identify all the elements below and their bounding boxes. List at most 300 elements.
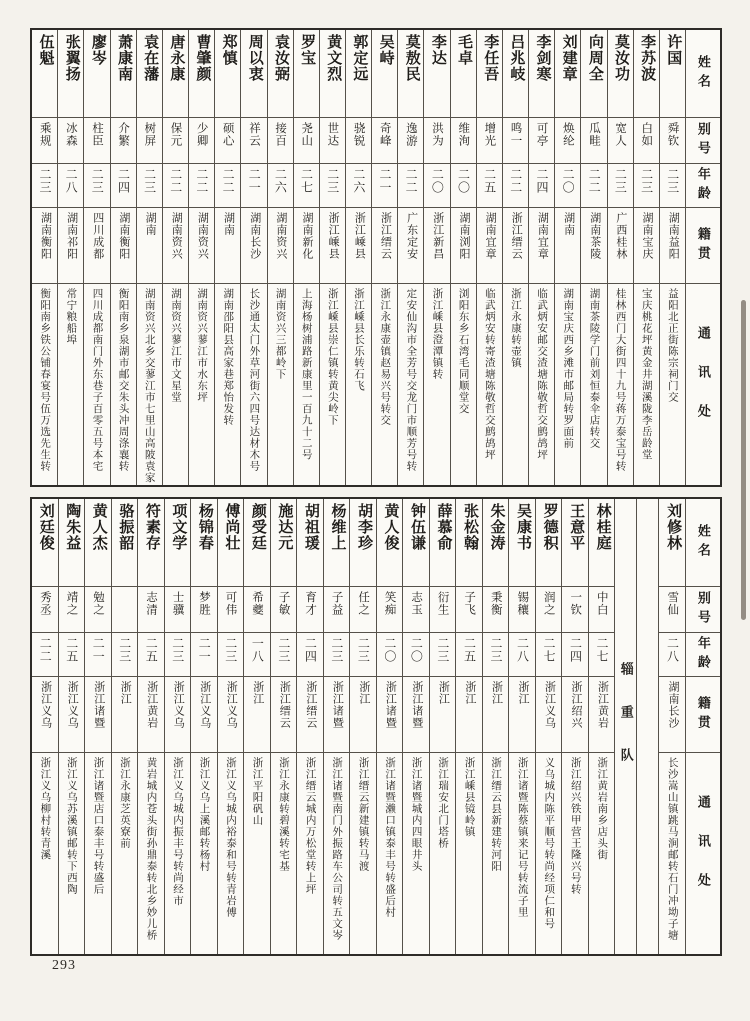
person-alias: 尧山	[294, 118, 319, 164]
person-alias: 勉之	[85, 587, 111, 633]
person-name: 黄文烈	[320, 30, 345, 118]
person-column	[111, 499, 138, 954]
section-divider-label: 辎重队	[618, 662, 634, 791]
person-origin: 湖南	[215, 208, 240, 284]
person-age: 二三	[634, 164, 659, 208]
person-name: 吴康书	[509, 499, 535, 587]
person-alias: 任之	[350, 587, 376, 633]
person-origin: 湖南资兴	[268, 208, 293, 284]
person-address: 浙江缙云县新建转河阳	[490, 757, 502, 872]
person-name: 符素存	[138, 499, 164, 587]
person-age: 二六	[268, 164, 293, 208]
person-age: 二二	[189, 164, 214, 208]
header-column	[685, 30, 720, 485]
person-alias: 骁锐	[346, 118, 371, 164]
person-column	[319, 30, 345, 485]
person-origin: 湖南资兴	[189, 208, 214, 284]
person-alias: 保元	[163, 118, 188, 164]
person-alias: 逸游	[398, 118, 423, 164]
person-address: 浙江义乌城内裕泰和号转青岩傅	[225, 757, 237, 918]
person-name: 项文学	[165, 499, 191, 587]
person-origin: 湖南宜章	[529, 208, 554, 284]
person-alias: 白如	[634, 118, 659, 164]
person-name: 袁在藩	[137, 30, 162, 118]
person-origin: 浙江义乌	[59, 677, 85, 753]
person-age: 二三	[608, 164, 633, 208]
person-column	[633, 30, 659, 485]
person-address: 益阳北正街陈宗祠门交	[666, 288, 678, 403]
person-name: 钟伍谦	[403, 499, 429, 587]
person-age: 二三	[137, 164, 162, 208]
person-address: 湖南资兴蓼江市文星堂	[169, 288, 181, 403]
person-origin: 浙江诸暨	[85, 677, 111, 753]
person-column	[110, 30, 136, 485]
person-address: 义乌城内陈平顺号转尚经项仁和号	[543, 757, 555, 930]
person-alias: 少卿	[189, 118, 214, 164]
person-name: 李任吾	[477, 30, 502, 118]
person-name: 廖岑	[84, 30, 109, 118]
person-origin: 浙江	[350, 677, 376, 753]
header-address: 通讯处	[695, 795, 711, 912]
person-alias: 介繁	[111, 118, 136, 164]
person-address: 长沙嵩山镇跳马涧邮转石门冲坳子塘	[666, 757, 678, 941]
person-age: 二一	[85, 633, 111, 677]
person-origin: 浙江诸暨	[377, 677, 403, 753]
person-address: 浙江嵊县澄潭镇转	[431, 288, 443, 380]
person-address: 浙江嵊县镜岭镇	[463, 757, 475, 838]
person-name: 唐永康	[163, 30, 188, 118]
person-age: 二三	[324, 633, 350, 677]
person-address: 浙江诸暨店口泰丰号转盛后	[92, 757, 104, 895]
person-origin: 湖南益阳	[660, 208, 685, 284]
person-column	[423, 30, 449, 485]
person-origin: 浙江义乌	[536, 677, 562, 753]
person-age: 二一	[241, 164, 266, 208]
person-column	[32, 30, 57, 485]
person-alias: 宽人	[608, 118, 633, 164]
person-column	[502, 30, 528, 485]
person-column	[162, 30, 188, 485]
person-alias: 奇峰	[372, 118, 397, 164]
header-name: 姓名	[686, 499, 720, 587]
header-age: 年龄	[686, 633, 720, 677]
person-column	[349, 499, 376, 954]
person-name: 郑慎	[215, 30, 240, 118]
person-origin: 浙江义乌	[165, 677, 191, 753]
person-age: 二三	[660, 164, 685, 208]
person-alias	[112, 587, 138, 633]
person-age: 二三	[430, 633, 456, 677]
person-column	[270, 499, 297, 954]
person-address: 黄岩城内苍头街孙鼎泰转北乡妙儿桥	[145, 757, 157, 941]
person-age: 二三	[32, 164, 57, 208]
person-age: 二五	[59, 633, 85, 677]
header-age: 年龄	[686, 164, 720, 208]
person-column	[58, 499, 85, 954]
person-name: 颜受廷	[244, 499, 270, 587]
person-column	[83, 30, 109, 485]
person-address: 湖南宝庆西乡滩市邮局转罗面前	[562, 288, 574, 449]
person-alias: 柱臣	[84, 118, 109, 164]
person-name: 李苏波	[634, 30, 659, 118]
person-address: 浙江瑞安北门塔桥	[437, 757, 449, 849]
person-age: 二四	[529, 164, 554, 208]
person-origin: 四川成都	[84, 208, 109, 284]
person-age: 二一	[372, 164, 397, 208]
person-column	[482, 499, 509, 954]
person-origin: 浙江新昌	[424, 208, 449, 284]
person-age: 二三	[84, 164, 109, 208]
person-name: 向周全	[581, 30, 606, 118]
person-age: 二二	[398, 164, 423, 208]
person-column	[561, 499, 588, 954]
person-address: 上海杨树浦路新康里一百九十二号	[300, 288, 312, 461]
person-name: 刘廷俊	[32, 499, 58, 587]
person-age: 二二	[32, 633, 58, 677]
person-origin: 湖南长沙	[241, 208, 266, 284]
person-column	[243, 499, 270, 954]
person-alias: 洪为	[424, 118, 449, 164]
person-alias: 乘规	[32, 118, 57, 164]
person-alias: 一钦	[562, 587, 588, 633]
person-origin: 浙江诸暨	[403, 677, 429, 753]
person-address: 浙江平阳矾山	[251, 757, 263, 826]
person-address: 湖南邵阳县高家巷郑怡发转	[222, 288, 234, 426]
person-name: 毛卓	[451, 30, 476, 118]
person-name: 胡李珍	[350, 499, 376, 587]
person-origin: 浙江	[509, 677, 535, 753]
person-column	[429, 499, 456, 954]
person-column	[32, 499, 58, 954]
person-age: 二七	[294, 164, 319, 208]
person-age: 二〇	[377, 633, 403, 677]
person-age: 二五	[138, 633, 164, 677]
person-origin: 湖南	[555, 208, 580, 284]
person-alias: 靖之	[59, 587, 85, 633]
person-origin: 浙江缙云	[503, 208, 528, 284]
person-alias: 子飞	[456, 587, 482, 633]
person-age: 二四	[111, 164, 136, 208]
person-name: 郭定远	[346, 30, 371, 118]
person-column	[214, 30, 240, 485]
person-address: 浙江黄岩南乡店头街	[596, 757, 608, 861]
person-name: 莫敖民	[398, 30, 423, 118]
person-address: 浙江义乌苏溪镇邮转下西陶	[65, 757, 77, 895]
person-name: 李剑寒	[529, 30, 554, 118]
person-origin: 广东定安	[398, 208, 423, 284]
person-name: 刘建章	[555, 30, 580, 118]
person-column	[508, 499, 535, 954]
header-address: 通讯处	[695, 326, 711, 443]
header-alias: 别号	[686, 587, 720, 633]
person-name: 吕兆岐	[503, 30, 528, 118]
person-origin: 湖南长沙	[659, 677, 685, 753]
person-origin: 浙江义乌	[32, 677, 58, 753]
header-origin: 籍贯	[686, 208, 720, 284]
person-origin: 浙江嵊县	[320, 208, 345, 284]
person-name: 骆振韶	[112, 499, 138, 587]
person-column	[57, 30, 83, 485]
person-origin: 浙江	[456, 677, 482, 753]
person-address: 桂林西门大街四十九号蒋万泰宝号转	[614, 288, 626, 472]
person-address: 浙江永康转壶镇	[509, 288, 521, 369]
person-address: 浙江永康芝英寮前	[118, 757, 130, 849]
person-address: 浙江义乌上溪邮转杨村	[198, 757, 210, 872]
person-name: 杨维上	[324, 499, 350, 587]
person-alias: 可伟	[218, 587, 244, 633]
person-column	[658, 499, 685, 954]
person-column	[455, 499, 482, 954]
person-address: 浙江嵊县崇仁镇转黄尖岭下	[326, 288, 338, 426]
person-origin: 浙江嵊县	[346, 208, 371, 284]
person-column	[376, 499, 403, 954]
person-column	[450, 30, 476, 485]
person-alias: 增光	[477, 118, 502, 164]
person-alias: 希夔	[244, 587, 270, 633]
person-name: 萧康南	[111, 30, 136, 118]
person-alias: 子敏	[271, 587, 297, 633]
person-name: 周以衷	[241, 30, 266, 118]
person-age: 二四	[297, 633, 323, 677]
person-age: 二七	[536, 633, 562, 677]
person-column	[136, 30, 162, 485]
person-alias: 世达	[320, 118, 345, 164]
person-column	[188, 30, 214, 485]
person-origin: 浙江缙云	[271, 677, 297, 753]
person-origin: 湖南衡阳	[111, 208, 136, 284]
person-age: 二八	[659, 633, 685, 677]
person-column	[528, 30, 554, 485]
person-origin: 浙江义乌	[218, 677, 244, 753]
person-age: 二三	[320, 164, 345, 208]
person-address: 浙江义乌柳村转青溪	[39, 757, 51, 861]
person-origin: 浙江诸暨	[324, 677, 350, 753]
person-alias: 锡穰	[509, 587, 535, 633]
person-alias: 梦胜	[191, 587, 217, 633]
person-name: 黄人杰	[85, 499, 111, 587]
person-name: 薛慕俞	[430, 499, 456, 587]
person-name: 罗宝	[294, 30, 319, 118]
person-alias: 接百	[268, 118, 293, 164]
person-name: 施达元	[271, 499, 297, 587]
person-age: 二二	[215, 164, 240, 208]
person-origin: 浙江义乌	[191, 677, 217, 753]
person-alias: 志玉	[403, 587, 429, 633]
person-address: 定安仙沟市全芳号交龙门市顺芳号转	[405, 288, 417, 472]
person-address: 湖南茶陵学门前刘恒泰伞店转交	[588, 288, 600, 449]
person-alias: 冰森	[58, 118, 83, 164]
header-alias: 别号	[686, 118, 720, 164]
person-address: 衡阳南乡泉湖市邮交朱头冲周涤襄转	[117, 288, 129, 472]
person-age: 二三	[483, 633, 509, 677]
person-age: 二二	[581, 164, 606, 208]
person-origin: 广西桂林	[608, 208, 633, 284]
person-alias: 润之	[536, 587, 562, 633]
person-alias: 维洵	[451, 118, 476, 164]
person-column	[323, 499, 350, 954]
person-column	[293, 30, 319, 485]
person-column	[588, 499, 615, 954]
person-name: 朱金涛	[483, 499, 509, 587]
person-name: 林桂庭	[589, 499, 615, 587]
person-address: 浙江缙云城内万松堂转上坪	[304, 757, 316, 895]
person-column	[535, 499, 562, 954]
person-address: 浙江诸暨濑口镇泰丰号转盛后村	[384, 757, 396, 918]
person-address: 湖南资兴三都岭下	[274, 288, 286, 380]
person-column	[607, 30, 633, 485]
person-origin: 浙江	[483, 677, 509, 753]
person-origin: 浙江	[244, 677, 270, 753]
directory-table-top	[30, 28, 722, 487]
person-address: 常宁粮船埠	[65, 288, 77, 346]
person-age: 二五	[456, 633, 482, 677]
person-age: 二二	[503, 164, 528, 208]
person-alias: 雪仙	[659, 587, 685, 633]
person-name: 莫汝功	[608, 30, 633, 118]
person-column	[190, 499, 217, 954]
person-origin: 湖南浏阳	[451, 208, 476, 284]
person-name: 张松翰	[456, 499, 482, 587]
person-name: 陶朱益	[59, 499, 85, 587]
divider-spacer-column	[636, 499, 658, 954]
person-name: 伍魁	[32, 30, 57, 118]
person-column	[580, 30, 606, 485]
person-name: 黄人俊	[377, 499, 403, 587]
person-column	[476, 30, 502, 485]
person-origin: 湖南衡阳	[32, 208, 57, 284]
person-age: 二八	[509, 633, 535, 677]
person-address: 临武炳安邮交渣塘陈敬哲交鹧鸪坪	[536, 288, 548, 461]
person-origin: 浙江缙云	[297, 677, 323, 753]
header-origin: 籍贯	[686, 677, 720, 753]
person-address: 浙江诸暨陈蔡镇来记号转流子里	[516, 757, 528, 918]
person-age: 二三	[350, 633, 376, 677]
directory-table-bottom	[30, 497, 722, 956]
section-divider-column	[614, 499, 636, 954]
person-alias: 焕纶	[555, 118, 580, 164]
person-name: 杨锦春	[191, 499, 217, 587]
scan-edge-artifact	[741, 300, 746, 620]
person-name: 王意平	[562, 499, 588, 587]
person-alias: 中白	[589, 587, 615, 633]
person-address: 湖南资兴蓼江市水东坪	[196, 288, 208, 403]
person-column	[84, 499, 111, 954]
person-address: 浙江诸暨城内四眼井头	[410, 757, 422, 872]
person-address: 长沙通太门外草河街六四号达材木号	[248, 288, 260, 472]
person-alias: 衍生	[430, 587, 456, 633]
person-alias: 树屏	[137, 118, 162, 164]
person-address: 四川成都南门外东巷子百零五号本宅	[91, 288, 103, 472]
person-origin: 湖南茶陵	[581, 208, 606, 284]
person-alias: 硕心	[215, 118, 240, 164]
person-address: 浙江永康转碧溪转宅基	[278, 757, 290, 872]
person-alias: 士骥	[165, 587, 191, 633]
person-name: 罗德积	[536, 499, 562, 587]
person-origin: 浙江缙云	[372, 208, 397, 284]
person-age: 二一	[191, 633, 217, 677]
person-alias: 子益	[324, 587, 350, 633]
person-origin: 浙江黄岩	[138, 677, 164, 753]
person-alias: 笑痴	[377, 587, 403, 633]
person-name: 吴峙	[372, 30, 397, 118]
person-column	[659, 30, 685, 485]
person-alias: 舜钦	[660, 118, 685, 164]
person-origin: 湖南祁阳	[58, 208, 83, 284]
person-origin: 湖南新化	[294, 208, 319, 284]
person-column	[554, 30, 580, 485]
person-age: 二三	[165, 633, 191, 677]
person-column	[402, 499, 429, 954]
person-name: 袁汝弼	[268, 30, 293, 118]
person-column	[397, 30, 423, 485]
person-address: 衡阳南乡铁公铺春宴号伍万选先生转	[39, 288, 51, 472]
person-column	[217, 499, 244, 954]
person-name: 傅尚壮	[218, 499, 244, 587]
person-alias: 瓜畦	[581, 118, 606, 164]
person-alias: 志清	[138, 587, 164, 633]
person-origin: 浙江黄岩	[589, 677, 615, 753]
person-address: 浙江绍兴铁甲营王隆兴号转	[569, 757, 581, 895]
person-name: 曹肇颜	[189, 30, 214, 118]
person-age: 二二	[163, 164, 188, 208]
person-name: 李达	[424, 30, 449, 118]
person-name: 张翼扬	[58, 30, 83, 118]
person-origin: 浙江	[112, 677, 138, 753]
person-column	[240, 30, 266, 485]
person-alias: 秉衡	[483, 587, 509, 633]
person-age: 二三	[218, 633, 244, 677]
person-age: 二六	[346, 164, 371, 208]
person-origin: 湖南宜章	[477, 208, 502, 284]
person-address: 浙江诸暨南门外振路车公司转五文岑	[331, 757, 343, 941]
person-age: 二三	[271, 633, 297, 677]
person-age: 二七	[589, 633, 615, 677]
person-address: 临武炳安转寄渣塘陈敬哲交鹧鸪坪	[483, 288, 495, 461]
person-address: 宝庆桃花坪黄金井湖溪陇李岳龄堂	[640, 288, 652, 461]
person-column	[371, 30, 397, 485]
person-alias: 祥云	[241, 118, 266, 164]
person-origin: 湖南资兴	[163, 208, 188, 284]
person-address: 浙江嵊县长乐转石飞	[353, 288, 365, 392]
person-address: 浙江缙云新建镇转马渡	[357, 757, 369, 872]
person-address: 浏阳东乡石湾毛同顺堂交	[457, 288, 469, 415]
person-column	[137, 499, 164, 954]
page-number: 293	[52, 958, 76, 973]
person-alias: 可亭	[529, 118, 554, 164]
person-column	[296, 499, 323, 954]
person-name: 许国	[660, 30, 685, 118]
person-age: 二五	[477, 164, 502, 208]
person-age: 二四	[562, 633, 588, 677]
header-name: 姓名	[686, 30, 720, 118]
person-column	[345, 30, 371, 485]
person-age: 二三	[112, 633, 138, 677]
person-column	[267, 30, 293, 485]
person-alias: 鸣一	[503, 118, 528, 164]
person-origin: 浙江	[430, 677, 456, 753]
person-name: 胡祖瑗	[297, 499, 323, 587]
person-origin: 湖南	[137, 208, 162, 284]
person-age: 二〇	[451, 164, 476, 208]
person-age: 二〇	[424, 164, 449, 208]
person-alias: 秀丞	[32, 587, 58, 633]
person-age: 一八	[244, 633, 270, 677]
person-name: 刘修林	[659, 499, 685, 587]
header-column	[685, 499, 720, 954]
person-age: 二〇	[403, 633, 429, 677]
person-origin: 湖南宝庆	[634, 208, 659, 284]
person-address: 浙江义乌城内振丰号转尚经市	[171, 757, 183, 907]
